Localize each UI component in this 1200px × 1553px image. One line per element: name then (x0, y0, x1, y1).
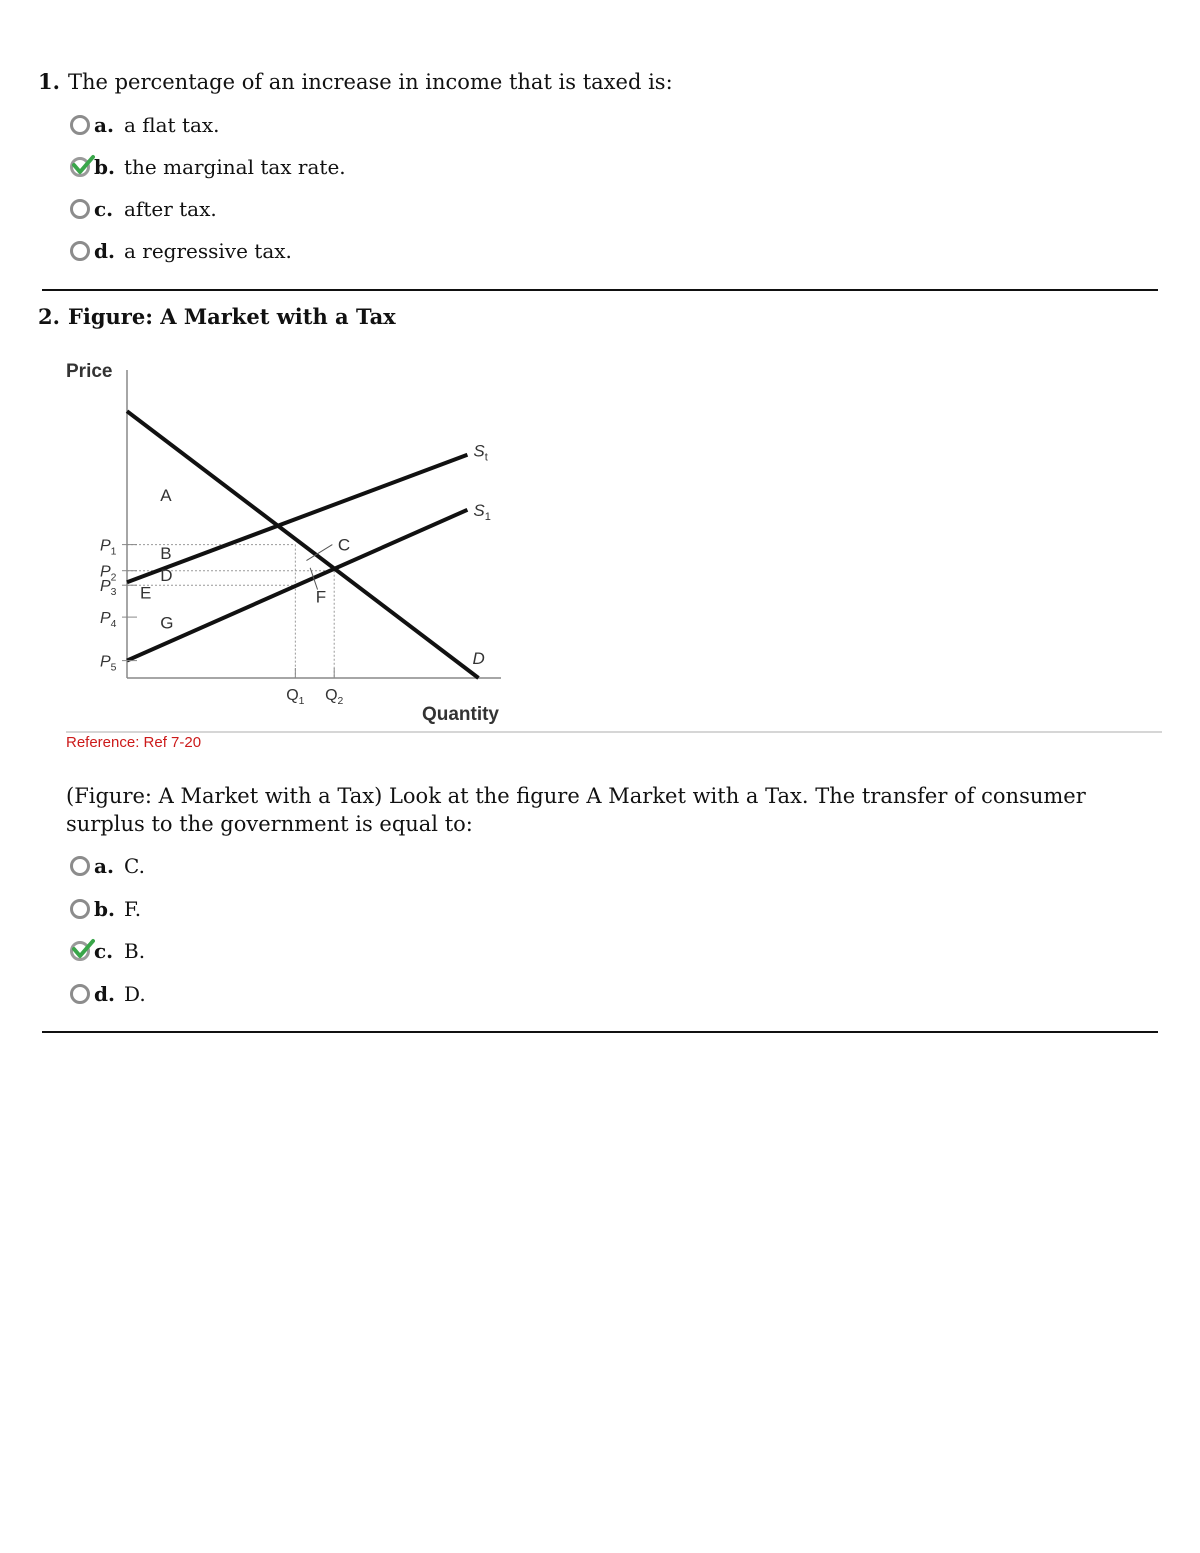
q1-option-a[interactable] (70, 110, 220, 140)
area-label-c: C (337, 535, 351, 555)
area-label-d: D (160, 565, 173, 585)
radio-button-selected[interactable] (70, 941, 90, 961)
option-letter: a. (94, 113, 114, 137)
radio-button[interactable] (70, 856, 90, 876)
option-text: C. (124, 854, 145, 878)
price-tick-label-2: $P_2$ (100, 563, 117, 584)
q2-option-b[interactable] (70, 894, 141, 924)
q1-option-c[interactable] (70, 194, 217, 224)
quantity-tick-label-1: $Q_1$ (286, 687, 305, 707)
question-divider (42, 1031, 1158, 1033)
area-label-f: F (315, 587, 327, 607)
question-1-number: 1. (38, 69, 60, 94)
reference-label: Reference: Ref 7-20 (66, 734, 202, 751)
checkmark-icon (71, 937, 95, 961)
option-letter: d. (94, 239, 115, 263)
question-divider (42, 289, 1158, 291)
question-1-text: The percentage of an increase in income that is taxed is: (67, 70, 673, 94)
option-letter: a. (94, 854, 114, 878)
q1-option-d[interactable] (70, 236, 292, 266)
option-text: a regressive tax. (124, 239, 292, 263)
question-2-stem: (Figure: A Market with a Tax) Look at the figure A Market with a Tax. The transfer of consumer surplus to the government is equal to: (66, 784, 1086, 836)
price-tick-label-1: $P_1$ (100, 537, 117, 558)
y-axis-label: Price (66, 361, 113, 382)
q2-option-d[interactable] (70, 979, 146, 1009)
radio-button-selected[interactable] (70, 157, 90, 177)
option-letter: b. (94, 897, 115, 921)
option-letter: c. (94, 939, 114, 963)
radio-button[interactable] (70, 899, 90, 919)
curve-St (127, 455, 467, 583)
question-2-text: Figure: A Market with a Tax (67, 304, 396, 329)
option-letter: c. (94, 197, 114, 221)
radio-button[interactable] (70, 199, 90, 219)
question-2-number: 2. (38, 304, 60, 329)
option-letter: d. (94, 982, 115, 1006)
area-label-b: B (160, 544, 172, 564)
curve-label-D: D (472, 649, 485, 668)
option-text: D. (124, 982, 146, 1006)
option-text: a flat tax. (124, 113, 220, 137)
price-tick-label-4: $P_4$ (100, 610, 117, 631)
q1-option-b[interactable] (70, 152, 346, 182)
option-text: the marginal tax rate. (124, 155, 346, 179)
option-text: B. (124, 939, 146, 963)
curve-label-S1: $S_1$ (473, 500, 491, 523)
question-1-title (38, 70, 673, 94)
area-label-a: A (160, 486, 172, 506)
price-tick-label-5: $P_5$ (100, 653, 117, 674)
area-label-e: E (139, 583, 152, 603)
radio-button[interactable] (70, 984, 90, 1004)
radio-button[interactable] (70, 115, 90, 135)
curve-S1 (127, 510, 467, 661)
market-tax-chart (60, 350, 530, 730)
quantity-tick-label-2: $Q_2$ (325, 687, 344, 707)
option-letter: b. (94, 155, 115, 179)
curve-label-St: $S_t$ (473, 441, 488, 464)
option-text: after tax. (124, 197, 217, 221)
figure-divider (66, 731, 1162, 733)
checkmark-icon (71, 153, 95, 177)
question-2-title (38, 305, 396, 329)
radio-button[interactable] (70, 241, 90, 261)
option-text: F. (124, 897, 142, 921)
q2-option-a[interactable] (70, 851, 145, 881)
x-axis-label: Quantity (421, 704, 499, 725)
price-tick-label-3: $P_3$ (100, 578, 117, 599)
q2-option-c[interactable] (70, 936, 145, 966)
area-label-g: G (160, 613, 174, 633)
